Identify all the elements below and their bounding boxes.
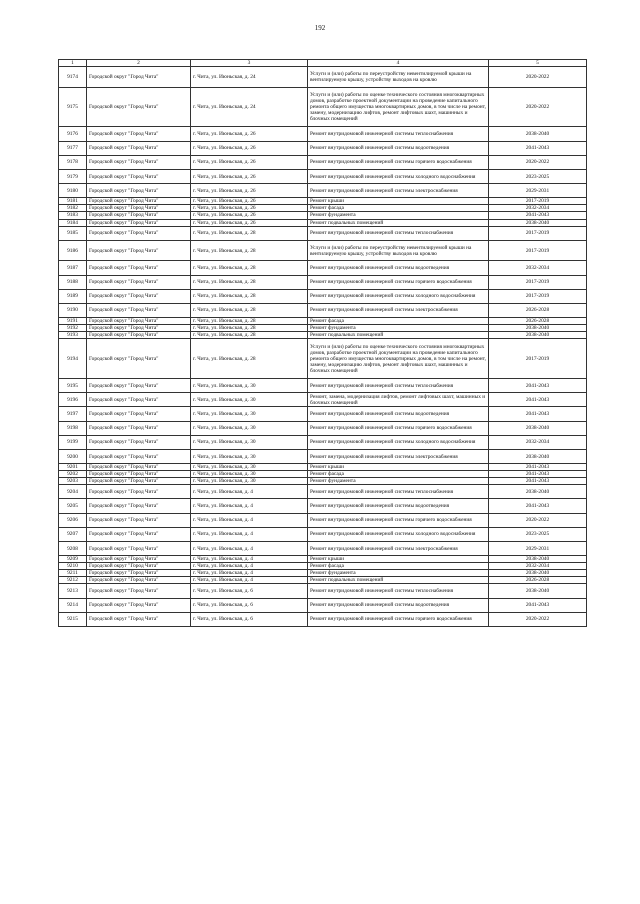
period-cell: 2026-2028 [489,303,587,317]
work-type-cell: Ремонт внутридомовой инженерной системы электроснабжения [308,184,489,198]
address-cell: г. Чита, ул. Июньская, д. 30 [191,407,308,421]
work-type-cell: Услуги и (или) работы по переустройству невентилируемой крыши на вентилируемую крышу, устройству выходов на кровлю [308,67,489,88]
row-number: 9189 [59,289,87,303]
row-number: 9215 [59,612,87,626]
table-row [59,275,587,289]
address-cell: г. Чита, ул. Июньская, д. 28 [191,226,308,240]
column-number: 3 [191,60,308,67]
row-number: 9185 [59,226,87,240]
row-number: 9184 [59,219,87,226]
period-cell: 2023-2025 [489,527,587,541]
address-cell: г. Чита, ул. Июньская, д. 26 [191,198,308,205]
period-cell: 2038-2040 [489,556,587,563]
period-cell: 2041-2043 [489,478,587,485]
municipality-cell: Городской округ "Город Чита" [87,556,191,563]
period-cell: 2032-2034 [489,563,587,570]
period-cell: 2020-2022 [489,612,587,626]
row-number: 9207 [59,527,87,541]
period-cell: 2020-2022 [489,513,587,527]
period-cell: 2038-2040 [489,449,587,463]
municipality-cell: Городской округ "Город Чита" [87,513,191,527]
row-number: 9208 [59,542,87,556]
period-cell: 2032-2034 [489,205,587,212]
table-row [59,379,587,393]
municipality-cell: Городской округ "Город Чита" [87,499,191,513]
address-cell: г. Чита, ул. Июньская, д. 4 [191,499,308,513]
period-cell: 2041-2043 [489,407,587,421]
table-row [59,577,587,584]
address-cell: г. Чита, ул. Июньская, д. 30 [191,464,308,471]
table-row [59,449,587,463]
column-number-header [59,60,587,67]
municipality-cell: Городской округ "Город Чита" [87,275,191,289]
period-cell: 2041-2043 [489,212,587,219]
row-number: 9182 [59,205,87,212]
table-row [59,478,587,485]
municipality-cell: Городской округ "Город Чита" [87,155,191,169]
row-number: 9212 [59,577,87,584]
municipality-cell: Городской округ "Город Чита" [87,261,191,275]
row-number: 9174 [59,67,87,88]
address-cell: г. Чита, ул. Июньская, д. 4 [191,577,308,584]
period-cell: 2032-2034 [489,261,587,275]
row-number: 9196 [59,393,87,407]
work-type-cell: Ремонт внутридомовой инженерной системы холодного водоснабжения [308,289,489,303]
address-cell: г. Чита, ул. Июньская, д. 28 [191,303,308,317]
period-cell: 2041-2043 [489,471,587,478]
capital-repair-table [58,59,587,627]
table-row [59,332,587,339]
table-row [59,170,587,184]
column-number: 4 [308,60,489,67]
municipality-cell: Городской округ "Город Чита" [87,205,191,212]
period-cell: 2020-2022 [489,87,587,127]
municipality-cell: Городской округ "Город Чита" [87,289,191,303]
table-row [59,155,587,169]
work-type-cell: Ремонт внутридомовой инженерной системы водоотведения [308,499,489,513]
table-row [59,421,587,435]
table-row [59,393,587,407]
row-number: 9187 [59,261,87,275]
table-row [59,339,587,379]
row-number: 9197 [59,407,87,421]
address-cell: г. Чита, ул. Июньская, д. 30 [191,478,308,485]
period-cell: 2038-2040 [489,570,587,577]
table-row [59,556,587,563]
row-number: 9178 [59,155,87,169]
municipality-cell: Городской округ "Город Чита" [87,471,191,478]
address-cell: г. Чита, ул. Июньская, д. 4 [191,556,308,563]
address-cell: г. Чита, ул. Июньская, д. 26 [191,141,308,155]
table-row [59,435,587,449]
municipality-cell: Городской округ "Город Чита" [87,67,191,88]
row-number: 9194 [59,339,87,379]
row-number: 9195 [59,379,87,393]
address-cell: г. Чита, ул. Июньская, д. 6 [191,584,308,598]
address-cell: г. Чита, ул. Июньская, д. 30 [191,379,308,393]
work-type-cell: Ремонт внутридомовой инженерной системы горячего водоснабжения [308,612,489,626]
municipality-cell: Городской округ "Город Чита" [87,240,191,261]
work-type-cell: Ремонт фундамента [308,212,489,219]
address-cell: г. Чита, ул. Июньская, д. 24 [191,87,308,127]
row-number: 9177 [59,141,87,155]
row-number: 9214 [59,598,87,612]
municipality-cell: Городской округ "Город Чита" [87,485,191,499]
period-cell: 2029-2031 [489,184,587,198]
work-type-cell: Ремонт внутридомовой инженерной системы электроснабжения [308,303,489,317]
municipality-cell: Городской округ "Город Чита" [87,339,191,379]
table-row [59,318,587,325]
address-cell: г. Чита, ул. Июньская, д. 24 [191,67,308,88]
municipality-cell: Городской округ "Город Чита" [87,226,191,240]
period-cell: 2017-2019 [489,198,587,205]
work-type-cell: Ремонт внутридомовой инженерной системы водоотведения [308,407,489,421]
work-type-cell: Ремонт крыши [308,464,489,471]
work-type-cell: Ремонт внутридомовой инженерной системы горячего водоснабжения [308,513,489,527]
municipality-cell: Городской округ "Город Чита" [87,212,191,219]
row-number: 9210 [59,563,87,570]
row-number: 9205 [59,499,87,513]
municipality-cell: Городской округ "Город Чита" [87,435,191,449]
work-type-cell: Ремонт внутридомовой инженерной системы электроснабжения [308,449,489,463]
address-cell: г. Чита, ул. Июньская, д. 26 [191,219,308,226]
municipality-cell: Городской округ "Город Чита" [87,127,191,141]
work-type-cell: Ремонт внутридомовой инженерной системы горячего водоснабжения [308,275,489,289]
address-cell: г. Чита, ул. Июньская, д. 30 [191,393,308,407]
work-type-cell: Ремонт подвальных помещений [308,577,489,584]
row-number: 9204 [59,485,87,499]
work-type-cell: Услуги и (или) работы по оценке технического состояния многоквартирных домов, разработке проектной документации на проведение капитального ремонта общего имущества многоквартирных домов, в том числе на ремонт, замену, модернизацию лифтов, ремонт лифтовых шахт, машинных и блочных помещений [308,87,489,127]
municipality-cell: Городской округ "Город Чита" [87,584,191,598]
municipality-cell: Городской округ "Город Чита" [87,612,191,626]
municipality-cell: Городской округ "Город Чита" [87,318,191,325]
work-type-cell: Ремонт внутридомовой инженерной системы теплоснабжения [308,379,489,393]
address-cell: г. Чита, ул. Июньская, д. 4 [191,570,308,577]
address-cell: г. Чита, ул. Июньская, д. 26 [191,170,308,184]
table-row [59,87,587,127]
work-type-cell: Ремонт внутридомовой инженерной системы водоотведения [308,141,489,155]
period-cell: 2023-2025 [489,170,587,184]
municipality-cell: Городской округ "Город Чита" [87,527,191,541]
municipality-cell: Городской округ "Город Чита" [87,407,191,421]
address-cell: г. Чита, ул. Июньская, д. 30 [191,449,308,463]
row-number: 9201 [59,464,87,471]
address-cell: г. Чита, ул. Июньская, д. 28 [191,318,308,325]
period-cell: 2041-2043 [489,393,587,407]
address-cell: г. Чита, ул. Июньская, д. 26 [191,127,308,141]
municipality-cell: Городской округ "Город Чита" [87,198,191,205]
column-number: 2 [87,60,191,67]
municipality-cell: Городской округ "Город Чита" [87,563,191,570]
work-type-cell: Ремонт внутридомовой инженерной системы электроснабжения [308,542,489,556]
row-number: 9211 [59,570,87,577]
row-number: 9203 [59,478,87,485]
municipality-cell: Городской округ "Город Чита" [87,332,191,339]
row-number: 9206 [59,513,87,527]
row-number: 9181 [59,198,87,205]
work-type-cell: Ремонт внутридомовой инженерной системы горячего водоснабжения [308,155,489,169]
work-type-cell: Услуги и (или) работы по переустройству невентилируемой крыши на вентилируемую крышу, устройству выходов на кровлю [308,240,489,261]
address-cell: г. Чита, ул. Июньская, д. 26 [191,184,308,198]
row-number: 9176 [59,127,87,141]
table-row [59,499,587,513]
row-number: 9198 [59,421,87,435]
row-number: 9193 [59,332,87,339]
row-number: 9175 [59,87,87,127]
work-type-cell: Ремонт внутридомовой инженерной системы теплоснабжения [308,226,489,240]
table-row [59,127,587,141]
address-cell: г. Чита, ул. Июньская, д. 28 [191,339,308,379]
work-type-cell: Ремонт внутридомовой инженерной системы холодного водоснабжения [308,435,489,449]
period-cell: 2038-2040 [489,584,587,598]
municipality-cell: Городской округ "Город Чита" [87,464,191,471]
period-cell: 2017-2019 [489,339,587,379]
row-number: 9200 [59,449,87,463]
municipality-cell: Городской округ "Город Чита" [87,87,191,127]
address-cell: г. Чита, ул. Июньская, д. 28 [191,240,308,261]
address-cell: г. Чита, ул. Июньская, д. 28 [191,325,308,332]
address-cell: г. Чита, ул. Июньская, д. 6 [191,598,308,612]
work-type-cell: Ремонт внутридомовой инженерной системы теплоснабжения [308,584,489,598]
period-cell: 2038-2040 [489,127,587,141]
period-cell: 2026-2028 [489,577,587,584]
work-type-cell: Ремонт фундамента [308,478,489,485]
address-cell: г. Чита, ул. Июньская, д. 6 [191,612,308,626]
address-cell: г. Чита, ул. Июньская, д. 28 [191,289,308,303]
municipality-cell: Городской округ "Город Чита" [87,478,191,485]
address-cell: г. Чита, ул. Июньская, д. 30 [191,471,308,478]
period-cell: 2038-2040 [489,325,587,332]
table-row [59,464,587,471]
row-number: 9213 [59,584,87,598]
work-type-cell: Ремонт внутридомовой инженерной системы теплоснабжения [308,485,489,499]
period-cell: 2017-2019 [489,275,587,289]
address-cell: г. Чита, ул. Июньская, д. 26 [191,205,308,212]
table-row [59,289,587,303]
period-cell: 2038-2040 [489,421,587,435]
table-row [59,584,587,598]
table-row [59,184,587,198]
work-type-cell: Ремонт фасада [308,318,489,325]
address-cell: г. Чита, ул. Июньская, д. 30 [191,435,308,449]
table-row [59,612,587,626]
row-number: 9179 [59,170,87,184]
municipality-cell: Городской округ "Город Чита" [87,141,191,155]
work-type-cell: Ремонт внутридомовой инженерной системы холодного водоснабжения [308,527,489,541]
table-row [59,212,587,219]
period-cell: 2029-2031 [489,542,587,556]
table-row [59,570,587,577]
period-cell: 2038-2040 [489,332,587,339]
column-number: 5 [489,60,587,67]
row-number: 9190 [59,303,87,317]
table-row [59,261,587,275]
period-cell: 2041-2043 [489,598,587,612]
municipality-cell: Городской округ "Город Чита" [87,598,191,612]
work-type-cell: Ремонт фасада [308,205,489,212]
row-number: 9183 [59,212,87,219]
work-type-cell: Ремонт подвальных помещений [308,219,489,226]
page-number: 192 [314,24,326,32]
row-number: 9188 [59,275,87,289]
work-type-cell: Ремонт внутридомовой инженерной системы водоотведения [308,261,489,275]
table-row [59,325,587,332]
work-type-cell: Ремонт фундамента [308,325,489,332]
table-row [59,527,587,541]
address-cell: г. Чита, ул. Июньская, д. 28 [191,261,308,275]
address-cell: г. Чита, ул. Июньская, д. 4 [191,563,308,570]
table-row [59,471,587,478]
address-cell: г. Чита, ул. Июньская, д. 26 [191,212,308,219]
period-cell: 2038-2040 [489,219,587,226]
municipality-cell: Городской округ "Город Чита" [87,570,191,577]
work-type-cell: Ремонт внутридомовой инженерной системы холодного водоснабжения [308,170,489,184]
period-cell: 2038-2040 [489,485,587,499]
table-row [59,205,587,212]
table-row [59,485,587,499]
period-cell: 2032-2034 [489,435,587,449]
table-row [59,67,587,88]
work-type-cell: Ремонт внутридомовой инженерной системы горячего водоснабжения [308,421,489,435]
period-cell: 2017-2019 [489,240,587,261]
period-cell: 2041-2043 [489,499,587,513]
period-cell: 2026-2028 [489,318,587,325]
work-type-cell: Ремонт фасада [308,471,489,478]
row-number: 9202 [59,471,87,478]
table-row [59,240,587,261]
table-body [59,67,587,627]
address-cell: г. Чита, ул. Июньская, д. 28 [191,275,308,289]
row-number: 9186 [59,240,87,261]
period-cell: 2041-2043 [489,141,587,155]
row-number: 9199 [59,435,87,449]
address-cell: г. Чита, ул. Июньская, д. 4 [191,513,308,527]
period-cell: 2017-2019 [489,226,587,240]
table-row [59,513,587,527]
municipality-cell: Городской округ "Город Чита" [87,379,191,393]
address-cell: г. Чита, ул. Июньская, д. 4 [191,542,308,556]
row-number: 9192 [59,325,87,332]
address-cell: г. Чита, ул. Июньская, д. 4 [191,485,308,499]
address-cell: г. Чита, ул. Июньская, д. 26 [191,155,308,169]
municipality-cell: Городской округ "Город Чита" [87,449,191,463]
work-type-cell: Ремонт, замена, модернизация лифтов, ремонт лифтовых шахт, машинных и блочных помещений [308,393,489,407]
period-cell: 2020-2022 [489,67,587,88]
work-type-cell: Ремонт фасада [308,563,489,570]
table-row [59,598,587,612]
municipality-cell: Городской округ "Город Чита" [87,219,191,226]
period-cell: 2017-2019 [489,289,587,303]
table-row [59,198,587,205]
municipality-cell: Городской округ "Город Чита" [87,184,191,198]
table-row [59,141,587,155]
table-row [59,542,587,556]
address-cell: г. Чита, ул. Июньская, д. 30 [191,421,308,435]
work-type-cell: Ремонт внутридомовой инженерной системы теплоснабжения [308,127,489,141]
address-cell: г. Чита, ул. Июньская, д. 28 [191,332,308,339]
work-type-cell: Услуги и (или) работы по оценке технического состояния многоквартирных домов, разработке проектной документации на проведение капитального ремонта общего имущества многоквартирных домов, в том числе на ремонт, замену, модернизацию лифтов, ремонт лифтовых шахт, машинных и блочных помещений [308,339,489,379]
table-row [59,226,587,240]
municipality-cell: Городской округ "Город Чита" [87,577,191,584]
table-row [59,563,587,570]
table-row [59,407,587,421]
period-cell: 2041-2043 [489,464,587,471]
municipality-cell: Городской округ "Город Чита" [87,325,191,332]
municipality-cell: Городской округ "Город Чита" [87,542,191,556]
work-type-cell: Ремонт крыши [308,556,489,563]
municipality-cell: Городской округ "Город Чита" [87,393,191,407]
work-type-cell: Ремонт крыши [308,198,489,205]
work-type-cell: Ремонт фундамента [308,570,489,577]
table-row [59,219,587,226]
row-number: 9180 [59,184,87,198]
address-cell: г. Чита, ул. Июньская, д. 4 [191,527,308,541]
period-cell: 2041-2043 [489,379,587,393]
municipality-cell: Городской округ "Город Чита" [87,303,191,317]
work-type-cell: Ремонт подвальных помещений [308,332,489,339]
municipality-cell: Городской округ "Город Чита" [87,421,191,435]
work-type-cell: Ремонт внутридомовой инженерной системы водоотведения [308,598,489,612]
table-row [59,303,587,317]
column-number: 1 [59,60,87,67]
period-cell: 2020-2022 [489,155,587,169]
municipality-cell: Городской округ "Город Чита" [87,170,191,184]
row-number: 9209 [59,556,87,563]
row-number: 9191 [59,318,87,325]
